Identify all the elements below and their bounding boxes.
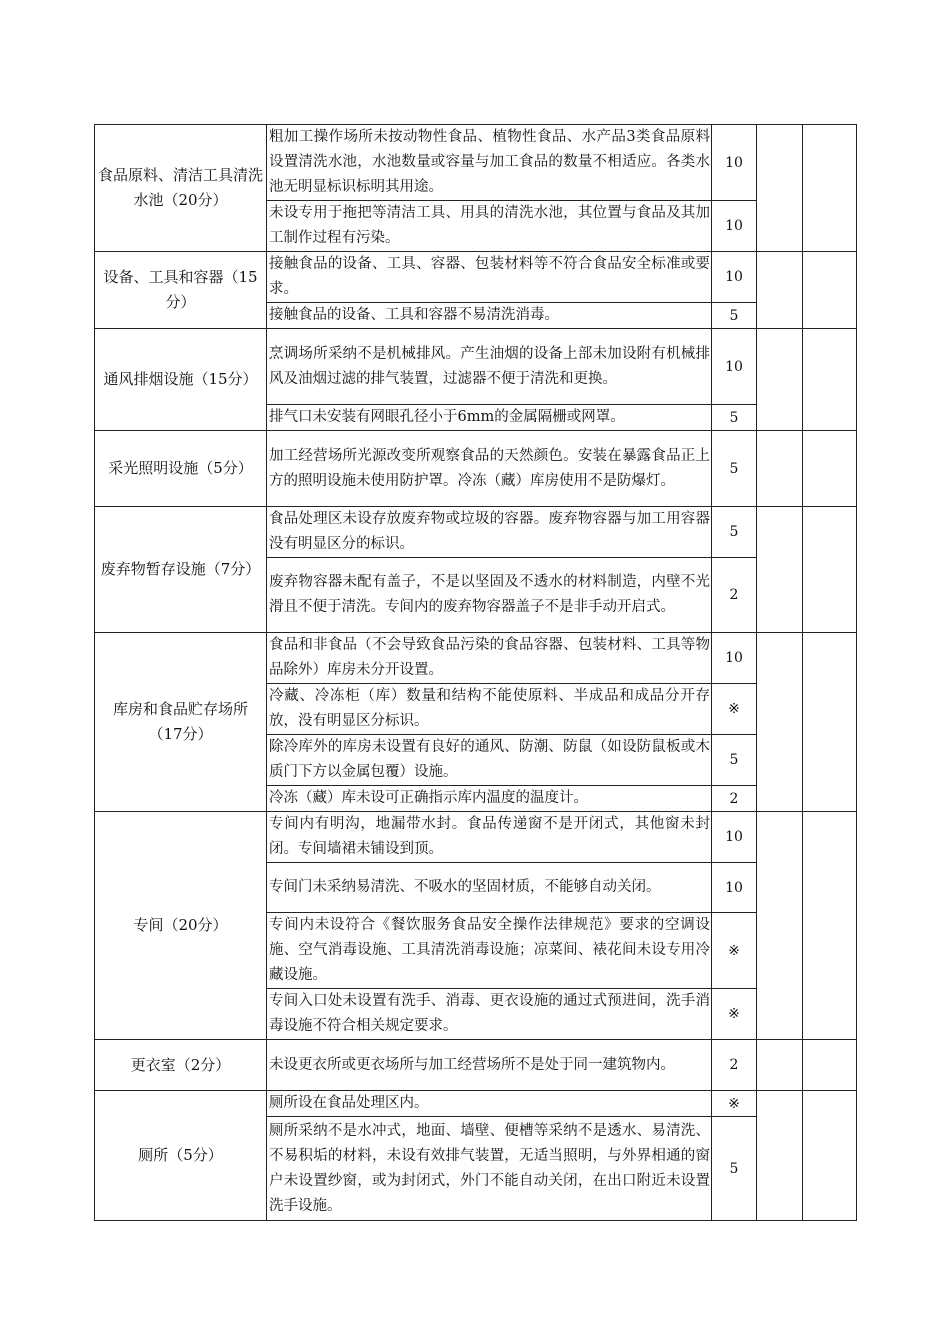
- score-cell: 5: [712, 405, 757, 431]
- table-row: [95, 812, 857, 863]
- table-row: [95, 329, 857, 405]
- result-blank-cell[interactable]: [757, 252, 803, 329]
- result-blank-cell[interactable]: [757, 329, 803, 431]
- remark-blank-cell[interactable]: [803, 812, 857, 1040]
- remark-blank-cell[interactable]: [803, 1091, 857, 1221]
- result-blank-cell[interactable]: [757, 431, 803, 507]
- table-row: [95, 252, 857, 303]
- result-blank-cell[interactable]: [757, 633, 803, 812]
- score-cell: 10: [712, 863, 757, 913]
- score-cell: 10: [712, 633, 757, 684]
- remark-blank-cell[interactable]: [803, 431, 857, 507]
- score-cell: 2: [712, 1040, 757, 1091]
- item-description-cell: 烹调场所采纳不是机械排风。产生油烟的设备上部未加设附有机械排风及油烟过滤的排气装置，过滤器不便于清洗和更换。: [267, 329, 712, 405]
- item-description-cell: 专间内未设符合《餐饮服务食品安全操作法律规范》要求的空调设施、空气消毒设施、工具清洗消毒设施；凉菜间、裱花间未设专用冷藏设施。: [267, 913, 712, 989]
- item-description-cell: 冷冻（藏）库未设可正确指示库内温度的温度计。: [267, 786, 712, 812]
- score-cell: 5: [712, 1117, 757, 1221]
- remark-blank-cell[interactable]: [803, 507, 857, 633]
- category-cell: 更衣室（2分）: [95, 1040, 267, 1091]
- item-description-cell: 废弃物容器未配有盖子，不是以坚固及不透水的材料制造，内壁不光滑且不便于清洗。专间内的废弃物容器盖子不是非手动开启式。: [267, 558, 712, 633]
- category-cell: 废弃物暂存设施（7分）: [95, 507, 267, 633]
- item-description-cell: 除冷库外的库房未设置有良好的通风、防潮、防鼠（如设防鼠板或木质门下方以金属包覆）设施。: [267, 735, 712, 786]
- score-cell: 10: [712, 329, 757, 405]
- score-cell: 10: [712, 201, 757, 252]
- score-cell: 10: [712, 812, 757, 863]
- table-row: [95, 1040, 857, 1091]
- remark-blank-cell[interactable]: [803, 633, 857, 812]
- category-cell: 库房和食品贮存场所（17分）: [95, 633, 267, 812]
- score-cell: 2: [712, 786, 757, 812]
- score-cell: 5: [712, 431, 757, 507]
- score-cell: ※: [712, 684, 757, 735]
- remark-blank-cell[interactable]: [803, 1040, 857, 1091]
- item-description-cell: 冷藏、冷冻柜（库）数量和结构不能使原料、半成品和成品分开存放，没有明显区分标识。: [267, 684, 712, 735]
- category-cell: 通风排烟设施（15分）: [95, 329, 267, 431]
- item-description-cell: 排气口未安装有网眼孔径小于6mm的金属隔栅或网罩。: [267, 405, 712, 431]
- category-cell: 设备、工具和容器（15分）: [95, 252, 267, 329]
- category-cell: 采光照明设施（5分）: [95, 431, 267, 507]
- inspection-table-body: [95, 125, 857, 1221]
- table-row: [95, 1091, 857, 1117]
- score-cell: ※: [712, 1091, 757, 1117]
- remark-blank-cell[interactable]: [803, 252, 857, 329]
- item-description-cell: 专间入口处未设置有洗手、消毒、更衣设施的通过式预进间，洗手消毒设施不符合相关规定要求。: [267, 989, 712, 1040]
- result-blank-cell[interactable]: [757, 125, 803, 252]
- score-cell: 5: [712, 303, 757, 329]
- item-description-cell: 加工经营场所光源改变所观察食品的天然颜色。安装在暴露食品正上方的照明设施未使用防护罩。冷冻（藏）库房使用不是防爆灯。: [267, 431, 712, 507]
- category-cell: 厕所（5分）: [95, 1091, 267, 1221]
- table-row: [95, 125, 857, 201]
- item-description-cell: 厕所设在食品处理区内。: [267, 1091, 712, 1117]
- result-blank-cell[interactable]: [757, 1091, 803, 1221]
- item-description-cell: 厕所采纳不是水冲式，地面、墙壁、便槽等采纳不是透水、易清洗、不易积垢的材料，未设有效排气装置，无适当照明，与外界相通的窗户未设置纱窗，或为封闭式，外门不能自动关闭，在出口附近未设置洗手设施。: [267, 1117, 712, 1221]
- remark-blank-cell[interactable]: [803, 125, 857, 252]
- table-row: [95, 633, 857, 684]
- result-blank-cell[interactable]: [757, 507, 803, 633]
- item-description-cell: 专间内有明沟，地漏带水封。食品传递窗不是开闭式，其他窗未封闭。专间墙裙未铺设到顶。: [267, 812, 712, 863]
- result-blank-cell[interactable]: [757, 1040, 803, 1091]
- score-cell: ※: [712, 989, 757, 1040]
- item-description-cell: 食品和非食品（不会导致食品污染的食品容器、包装材料、工具等物品除外）库房未分开设置。: [267, 633, 712, 684]
- category-cell: 专间（20分）: [95, 812, 267, 1040]
- item-description-cell: 未设专用于拖把等清洁工具、用具的清洗水池，其位置与食品及其加工制作过程有污染。: [267, 201, 712, 252]
- score-cell: 5: [712, 735, 757, 786]
- table-row: [95, 431, 857, 507]
- score-cell: ※: [712, 913, 757, 989]
- inspection-table-sheet: [94, 124, 856, 1221]
- score-cell: 2: [712, 558, 757, 633]
- result-blank-cell[interactable]: [757, 812, 803, 1040]
- item-description-cell: 接触食品的设备、工具、容器、包装材料等不符合食品安全标准或要求。: [267, 252, 712, 303]
- score-cell: 5: [712, 507, 757, 558]
- item-description-cell: 粗加工操作场所未按动物性食品、植物性食品、水产品3类食品原料设置清洗水池，水池数量或容量与加工食品的数量不相适应。各类水池无明显标识标明其用途。: [267, 125, 712, 201]
- item-description-cell: 接触食品的设备、工具和容器不易清洗消毒。: [267, 303, 712, 329]
- inspection-table: [94, 124, 857, 1221]
- score-cell: 10: [712, 125, 757, 201]
- category-cell: 食品原料、清洁工具清洗水池（20分）: [95, 125, 267, 252]
- item-description-cell: 食品处理区未设存放废弃物或垃圾的容器。废弃物容器与加工用容器没有明显区分的标识。: [267, 507, 712, 558]
- item-description-cell: 未设更衣所或更衣场所与加工经营场所不是处于同一建筑物内。: [267, 1040, 712, 1091]
- score-cell: 10: [712, 252, 757, 303]
- table-row: [95, 507, 857, 558]
- remark-blank-cell[interactable]: [803, 329, 857, 431]
- item-description-cell: 专间门未采纳易清洗、不吸水的坚固材质，不能够自动关闭。: [267, 863, 712, 913]
